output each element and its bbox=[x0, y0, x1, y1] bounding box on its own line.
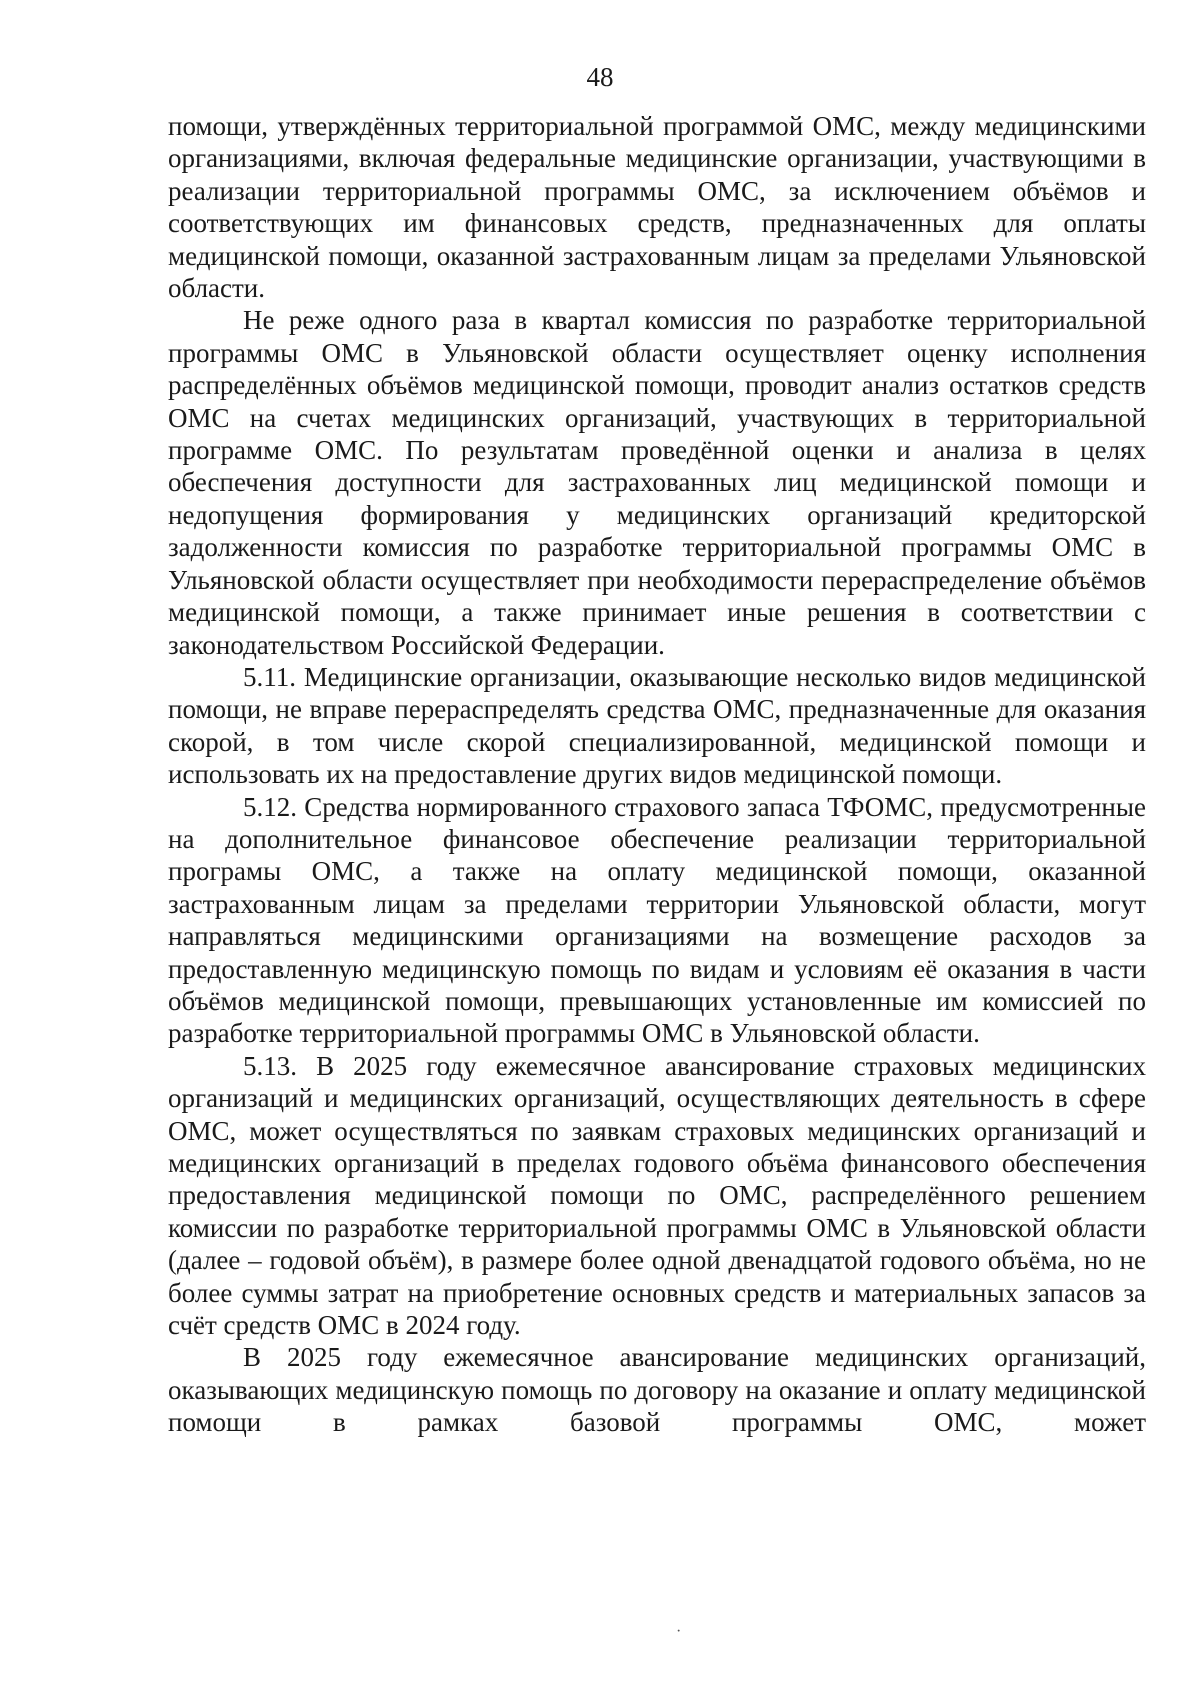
paragraph-continuation: помощи, утверждённых территориальной программой ОМС, между медицинскими организациями, включая федеральные медицинские организации, участвующими в реализации территориальной программы ОМС, за исключением объёмов и соответствующих им финансовых средств, предназначенных для оплаты медицинской помощи, оказанной застрахованным лицам за пределами Ульяновской области. bbox=[168, 111, 1146, 304]
scan-speck: · bbox=[676, 1623, 682, 1640]
paragraph-quarterly-review: Не реже одного раза в квартал комиссия по разработке территориальной программы ОМС в Ульяновской области осуществляет оценку исполнения распределённых объёмов медицинской помощи, проводит анализ остатков средств ОМС на счетах медицинских организаций, участвующих в территориальной программе ОМС. По результатам проведённой оценки и анализа в целях обеспечения доступности для застрахованных лиц медицинской помощи и недопущения формирования у медицинских организаций кредиторской задолженности комиссия по разработке территориальной программы ОМС в Ульяновской области осуществляет при необходимости перераспределение объёмов медицинской помощи, а также принимает иные решения в соответствии с законодательством Российской Федерации. bbox=[168, 305, 1146, 660]
paragraph-5-13: 5.13. В 2025 году ежемесячное авансирование страховых медицинских организаций и медицинских организаций, осуществляющих деятельность в сфере ОМС, может осуществляться по заявкам страховых медицинских организаций и медицинских организаций в пределах годового объёма финансового обеспечения предоставления медицинской помощи по ОМС, распределённого решением комиссии по разработке территориальной программы ОМС в Ульяновской области (далее – годовой объём), в размере более одной двенадцатой годового объёма, но не более суммы затрат на приобретение основных средств и материальных запасов за счёт средств ОМС в 2024 году. bbox=[168, 1050, 1146, 1341]
paragraph-advance-payment: В 2025 году ежемесячное авансирование медицинских организаций, оказывающих медицинскую помощь по договору на оказание и оплату медицинской помощи в рамках базовой программы ОМС, может bbox=[168, 1342, 1146, 1438]
paragraph-5-11: 5.11. Медицинские организации, оказывающие несколько видов медицинской помощи, не вправе перераспределять средства ОМС, предназначенные для оказания скорой, в том числе скорой специализированной, медицинской помощи и использовать их на предоставление других видов медицинской помощи. bbox=[168, 661, 1146, 790]
paragraph-5-12: 5.12. Средства нормированного страхового запаса ТФОМС, предусмотренные на дополнительное финансовое обеспечение реализации территориальной програмы ОМС, а также на оплату медицинской помощи, оказанной застрахованным лицам за пределами территории Ульяновской области, могут направляться медицинскими организациями на возмещение расходов за предоставленную медицинскую помощь по видам и условиям её оказания в части объёмов медицинской помощи, превышающих установленные им комиссией по разработке территориальной программы ОМС в Ульяновской области. bbox=[168, 791, 1146, 1049]
document-body bbox=[168, 110, 1146, 1439]
page-number: 48 bbox=[586, 62, 614, 92]
